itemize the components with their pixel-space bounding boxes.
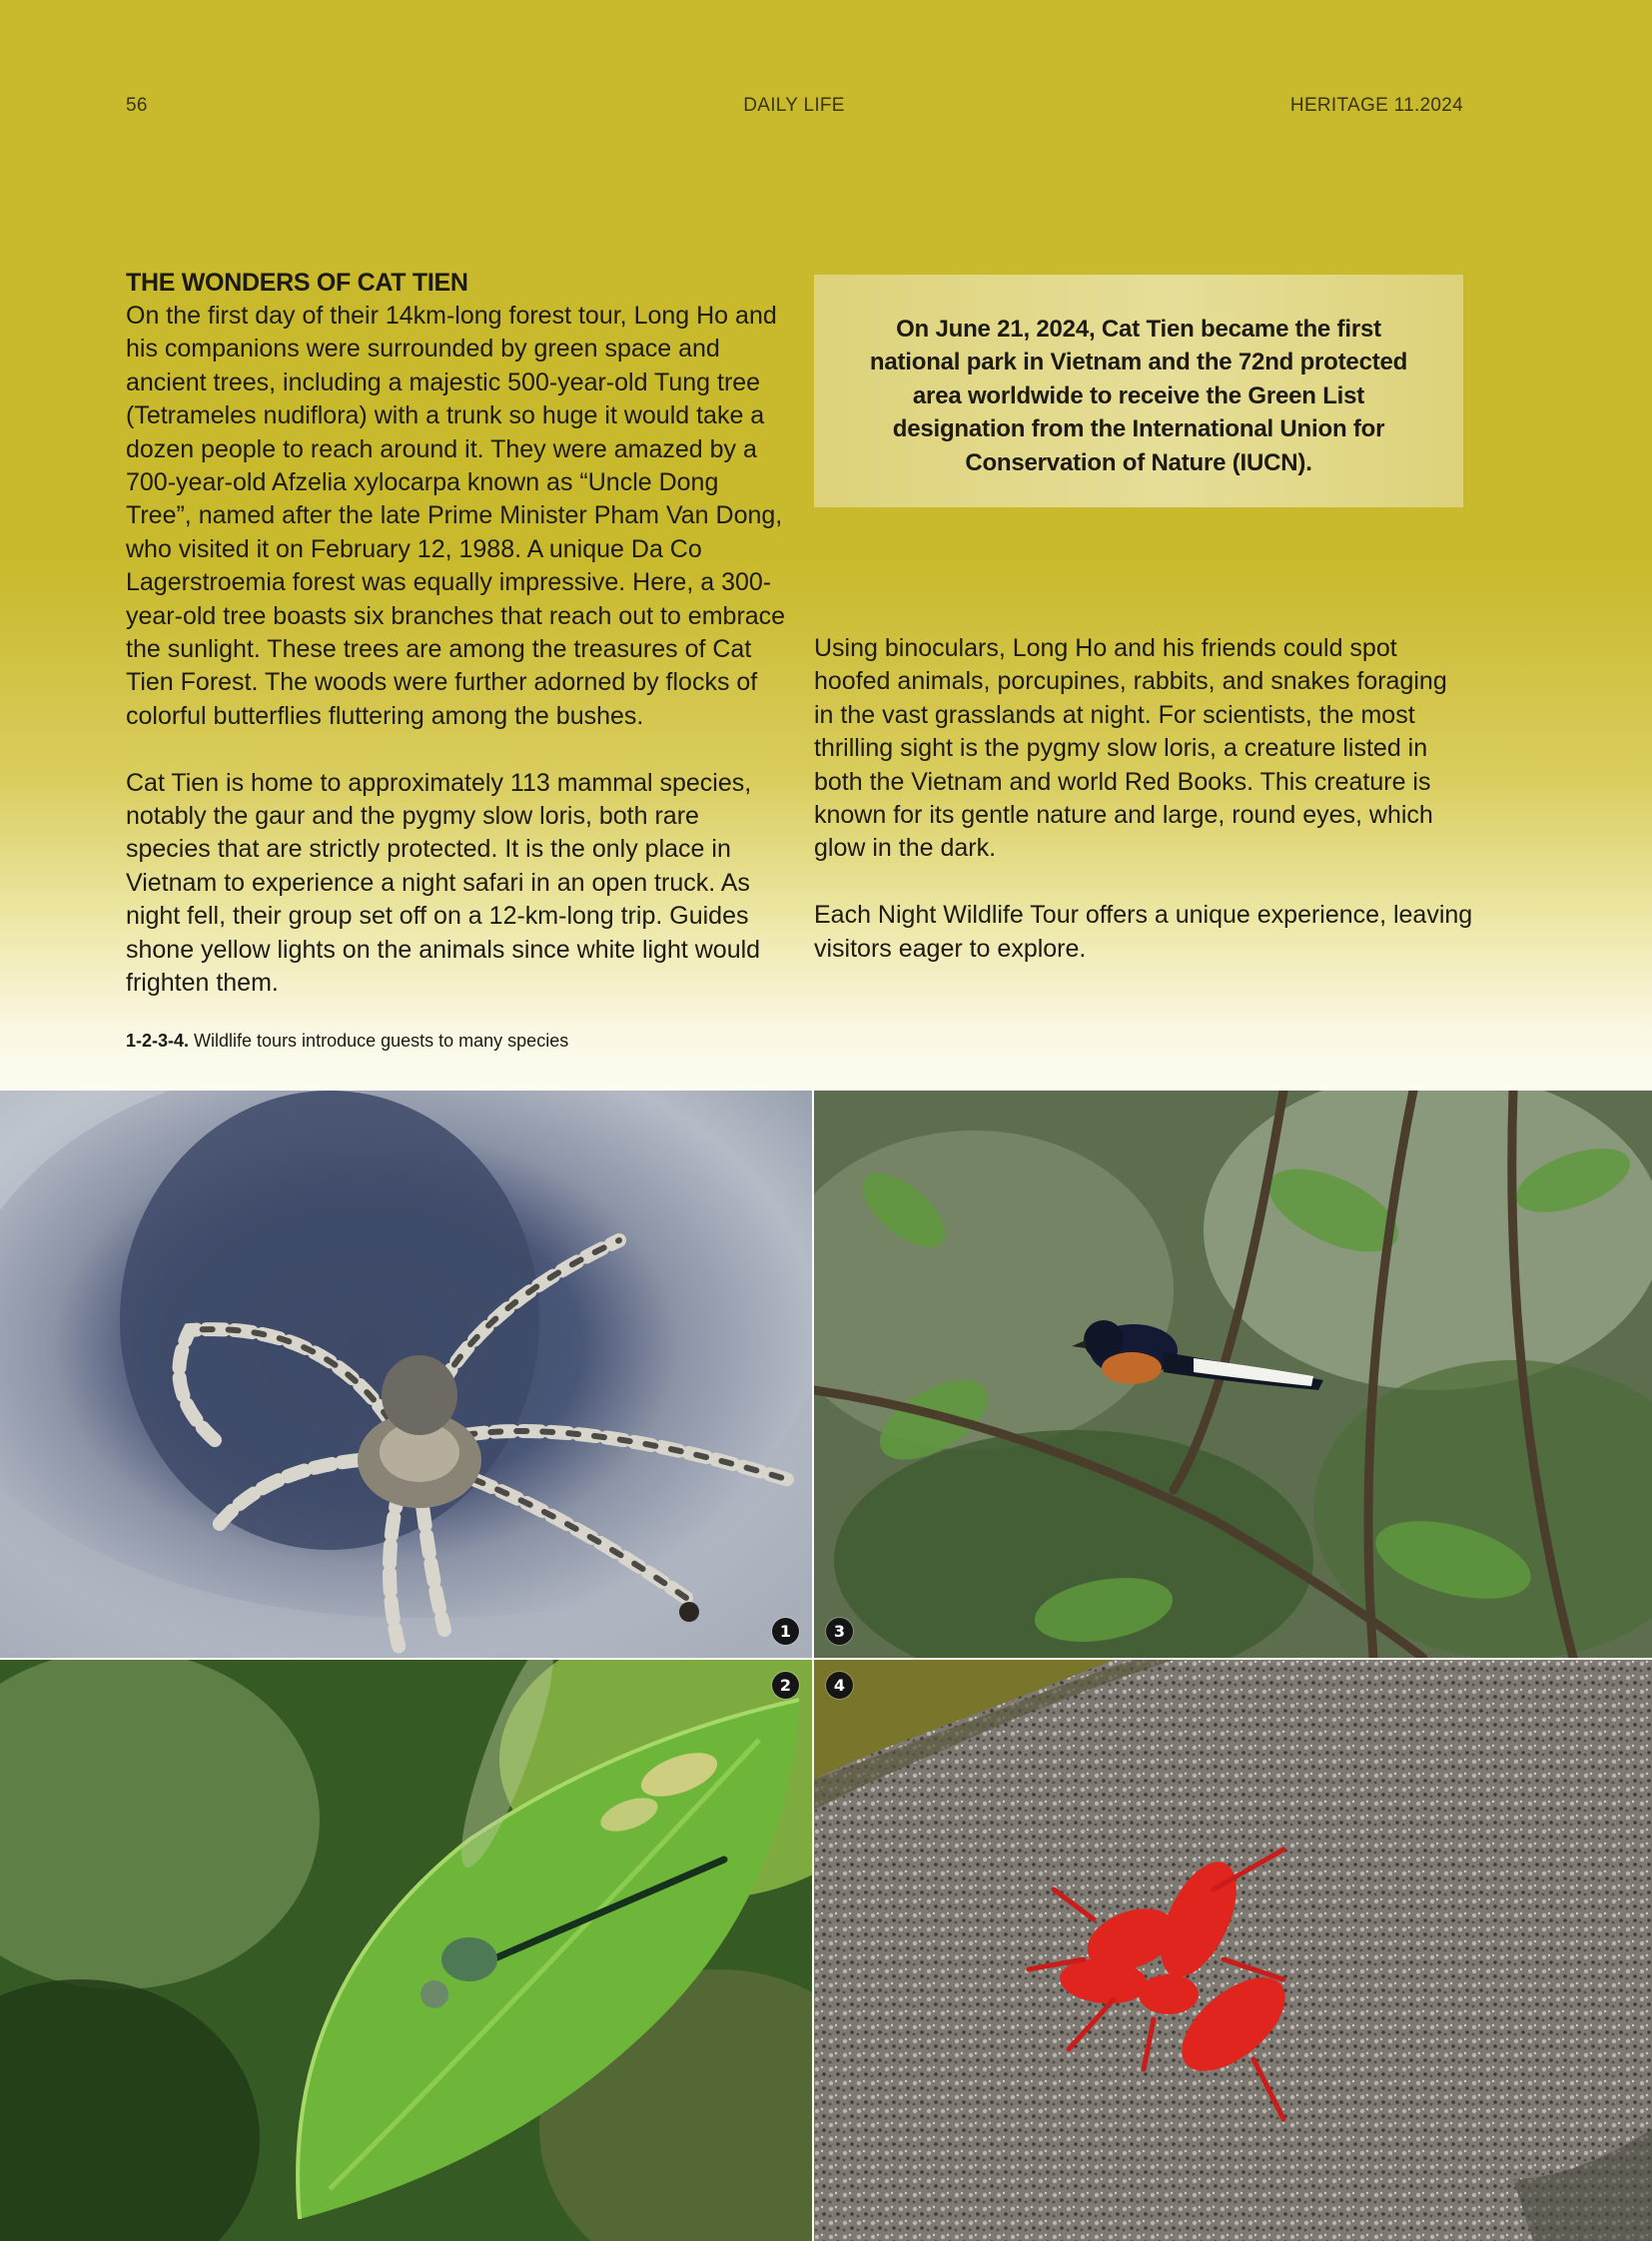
section-name: DAILY LIFE [743,95,845,116]
photo-number-badge: 3 [826,1618,853,1645]
issue-label: HERITAGE 11.2024 [1289,95,1463,116]
bird-photo [814,1091,1652,1658]
photo-number-badge: 4 [826,1672,853,1699]
photo-caption [126,1031,568,1052]
photo-number-badge: 1 [772,1618,799,1645]
caption-numbers: 1-2-3-4. [126,1031,190,1051]
caption-text: Wildlife tours introduce guests to many species [189,1031,569,1051]
red-bugs-photo [814,1660,1652,2241]
article-paragraph: Cat Tien is home to approximately 113 mammal species, notably the gaur and the pygmy slow loris, both rare species that are strictly protected. It is the only place in Vietnam to experience a night safari in an open truck. As night fell, their group set off on a 12-km-long trip. Guides shone yellow lights on the animals since white light would frighten them. [126,768,761,998]
article-paragraph: Each Night Wildlife Tour offers a unique experience, leaving visitors eager to explore. [814,901,1473,963]
article-left-column [126,268,790,1034]
pull-quote-text: On June 21, 2024, Cat Tien became the first national park in Vietnam and the 72nd protected area worldwide to receive the Green List designation from the International Union for Conservation of Nature (IUCN). [869,316,1408,476]
article-title: THE WONDERS OF CAT TIEN [126,269,468,297]
article-paragraph: Using binoculars, Long Ho and his friends could spot hoofed animals, porcupines, rabbits, and snakes foraging in the vast grasslands at night. For scientists, the most thrilling sight is the pygmy slow loris, a creature listed in both the Vietnam and world Red Books. This creature is known for its gentle nature and large, round eyes, which glow in the dark. [814,634,1447,863]
photo-number-badge: 2 [772,1672,799,1699]
pull-quote [814,275,1463,507]
spider-photo [0,1091,812,1658]
article-paragraph: On the first day of their 14km-long forest tour, Long Ho and his companions were surrounded by green space and ancient trees, including a majestic 500-year-old Tung tree (Tetrameles nudiflora) with a trunk so huge it would take a dozen people to reach around it. They were amazed by a 700-year-old Afzelia xylocarpa known as “Uncle Dong Tree”, named after the late Prime Minister Pham Van Dong, who visited it on February 12, 1988. A unique Da Co Lagerstroemia forest was equally impressive. Here, a 300-year-old tree boasts six branches that reach out to embrace the sunlight. These trees are among the treasures of Cat Tien Forest. The woods were further adorned by flocks of colorful butterflies fluttering among the bushes. [126,302,786,730]
article-right-column [814,632,1473,999]
damselfly-photo [0,1660,812,2241]
page-number: 56 [126,95,148,116]
